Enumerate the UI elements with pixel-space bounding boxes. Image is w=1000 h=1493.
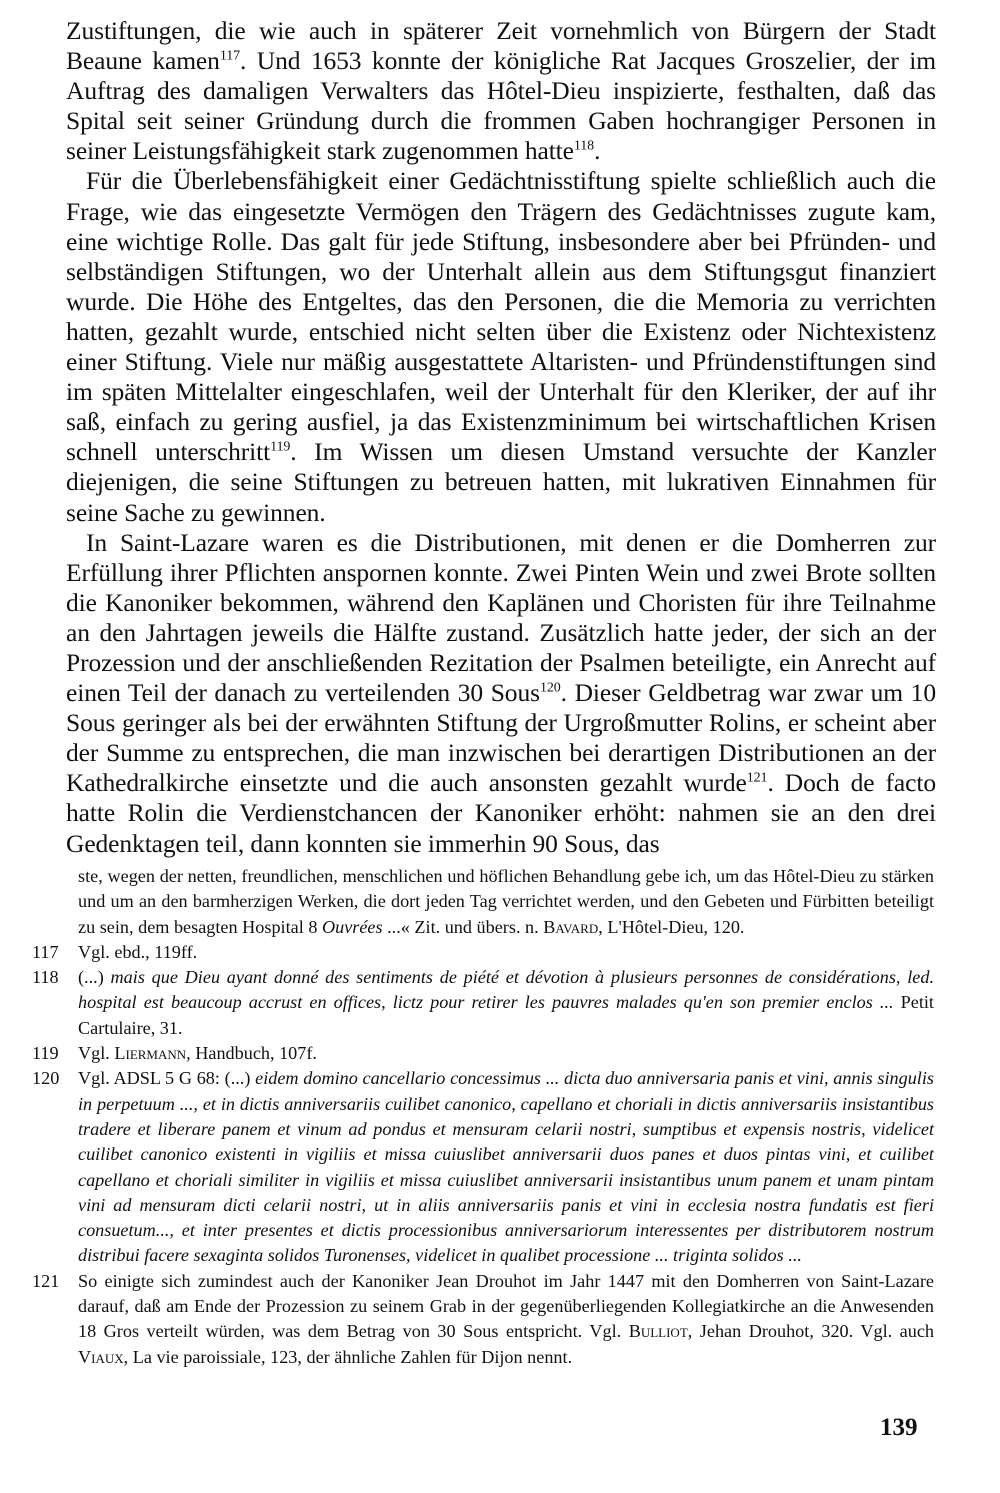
italic-run: mais que Dieu ayant donné des sentiments de piété et dévotion à plusieurs personnes de considérations, led. hospital est beaucoup accrust en offices, lictz pour retirer les pauvres malades qu'en son premier enclos ... <box>78 967 934 1013</box>
footnote-text: So einigte sich zumindest auch der Kanoniker Jean Drouhot im Jahr 1447 mit den Domherren von Saint-Lazare darauf, daß am Ende der Prozession zu seinem Grab in der gegenüberliegenden Kollegiatkirche an die Anwesenden 18 Gros verteilt würden, was dem Betrag von 30 Sous entspricht. Vgl. Bulliot, Jehan Drouhot, 320. Vgl. auch Viaux, La vie paroissiale, 123, der ähnliche Zahlen für Dijon nennt. <box>78 1270 934 1367</box>
author-name: Viaux <box>78 1346 124 1367</box>
footnote-ref: 121 <box>746 770 768 786</box>
footnote-number: 121 <box>32 1270 60 1291</box>
author-name: Bulliot <box>628 1321 688 1342</box>
footnote-text: Vgl. Liermann, Handbuch, 107f. <box>78 1043 317 1064</box>
footnotes <box>32 864 934 1370</box>
page-body <box>66 16 936 859</box>
footnote-119 <box>32 1041 934 1066</box>
footnote-continuation: ste, wegen der netten, freundlichen, menschlichen und höflichen Behandlung gebe ich, um das Hôtel-Dieu zu stärken und um an den barmherzigen Werken, die dort jeden Tag verrichtet werden, und den Gebeten und Fürbitten beteiligt zu sein, dem besagten Hospital 8 Ouvrées ...« Zit. und übers. n. Bavard, L'Hôtel-Dieu, 120. <box>78 866 934 937</box>
italic-run: Ouvrées <box>321 916 383 937</box>
author-name: Liermann <box>114 1043 187 1064</box>
footnote-number: 117 <box>32 941 59 962</box>
footnote-text: Vgl. ADSL 5 G 68: (...) eidem domino cancellario concessimus ... dicta duo anniversaria panis et vini, annis singulis in perpetuum ..., et in dictis anniversariis cuilibet canonico, capellano et choriali in dictis anniversariis insistantibus tradere et liberare panem et vinum ad pondus et mensuram celarii nostri, sumptibus et expensis nostris, videlicet cuilibet canonico existenti in vigiliis et missa cuiuslibet anniversarii duos panes et duos pintas vini, et cuilibet capellano et choriali similiter in vigiliis et missa cuiuslibet anniversarii insistantibus unum panem et unam pintam vini ad mensuram dicti celarii nostri, ut in aliis anniversariis panis et vini in ecclesia nostra fundatis est fieri consuetum..., et inter presentes et dictis processionibus anniversariorum interessentes per distributorem nostrum distribui facere sexaginta solidos Turonenses, videlicet in qualibet processione ... triginta solidos ... <box>78 1068 934 1266</box>
paragraph-3: In Saint-Lazare waren es die Distributionen, mit denen er die Domherren zur Erfüllung ihrer Pflichten anspornen konnte. Zwei Pinten Wein und zwei Brote sollten die Kanoniker bekommen, während den Kaplänen und Choristen für ihre Teilnahme an den Jahrtagen jeweils die Hälfte zustand. Zusätzlich hatte jeder, der sich an der Prozession und der anschließenden Rezitation der Psalmen beteiligte, ein Anrecht auf einen Teil der danach zu verteilenden 30 Sous$^{120}$. Dieser Geldbetrag war zwar um 10 Sous geringer als bei der erwähnten Stiftung der Urgroßmutter Rolins, er scheint aber der Summe zu entsprechen, die man inzwischen bei derartigen Distributionen an der Kathedralkirche einsetzte und die auch ansonsten gezahlt wurde$^{121}$. Doch de facto hatte Rolin die Verdienstchancen der Kanoniker erhöht: nahmen sie an den drei Gedenktagen teil, dann konnten sie immerhin 90 Sous, das <box>66 527 937 858</box>
footnote-number: 118 <box>32 967 59 988</box>
footnote-118 <box>32 965 934 1041</box>
footnote-text: (...) mais que Dieu ayant donné des sentiments de piété et dévotion à plusieurs personnes de considérations, led. hospital est beaucoup accrust en offices, lictz pour retirer les pauvres malades qu'en son premier enclos ... Petit Cartulaire, 31. <box>78 967 934 1038</box>
footnote-121 <box>32 1269 934 1370</box>
footnote-ref: 117 <box>219 48 241 64</box>
footnote-number: 120 <box>32 1068 60 1089</box>
footnote-text: Vgl. ebd., 119ff. <box>78 941 198 962</box>
paragraph-1: Zustiftungen, die wie auch in späterer Zeit vornehmlich von Bürgern der Stadt Beaune kamen$^{117}$. Und 1653 konnte der königliche Rat Jacques Groszelier, der im Auftrag des damaligen Verwalters das Hôtel-Dieu inspizierte, festhalten, daß das Spital seit seiner Gründung durch die frommen Gaben hochrangiger Personen in seiner Leistungsfähigkeit stark zugenommen hatte$^{118}$. <box>66 16 937 166</box>
footnote-117 <box>32 940 934 965</box>
footnote-ref: 118 <box>573 138 595 154</box>
main-text <box>66 16 936 859</box>
footnote-number: 119 <box>32 1043 59 1064</box>
footnote-ref: 119 <box>270 439 291 455</box>
author-name: Bavard <box>543 916 599 937</box>
italic-run: eidem domino cancellario concessimus ... dicta duo anniversaria panis et vini, annis singulis in perpetuum ..., et in dictis anniversariis cuilibet canonico, capellano et choriali in dictis anniversariis insistantibus tradere et liberare panem et vinum ad pondus et mensuram celarii nostri, sumptibus et expensis nostris, videlicet cuilibet canonico existenti in vigiliis et missa cuiuslibet anniversarii duos panes et duos pintas vini, et cuilibet capellano et choriali similiter in vigiliis et missa cuiuslibet anniversarii insistantibus unum panem et unam pintam vini ad mensuram dicti celarii nostri, ut in aliis anniversariis panis et vini in ecclesia nostra fundatis est fieri consuetum..., et inter presentes et dictis processionibus anniversariorum interessentes per distributorem nostrum distribui facere sexaginta solidos Turonenses, videlicet in qualibet processione ... triginta solidos ... <box>78 1068 934 1266</box>
paragraph-2: Für die Überlebensfähigkeit einer Gedächtnisstiftung spielte schließlich auch die Frage, wie das eingesetzte Vermögen den Trägern des Gedächtnisses zugute kam, eine wichtige Rolle. Das galt für jede Stiftung, insbesondere aber bei Pfründen- und selbständigen Stiftungen, wo der Unterhalt allein aus dem Stiftungsgut finanziert wurde. Die Höhe des Entgeltes, das den Personen, die die Memoria zu verrichten hatten, gezahlt wurde, entschied nicht selten über die Existenz oder Nichtexistenz einer Stiftung. Viele nur mäßig ausgestattete Altaristen- und Pfründenstiftungen sind im späten Mittelalter eingeschlafen, weil der Unterhalt für den Kleriker, der auf ihr saß, einfach zu gering ausfiel, ja das Existenzminimum bei wirtschaftlichen Krisen schnell unterschritt$^{119}$. Im Wissen um diesen Umstand versuchte der Kanzler diejenigen, die seine Stiftungen zu betreuen hatten, mit lukrativen Einnahmen für seine Sache zu gewinnen. <box>66 166 936 527</box>
footnote-ref: 120 <box>539 680 561 696</box>
footnote-120 <box>32 1066 934 1268</box>
page-number: 139 <box>880 1414 918 1441</box>
